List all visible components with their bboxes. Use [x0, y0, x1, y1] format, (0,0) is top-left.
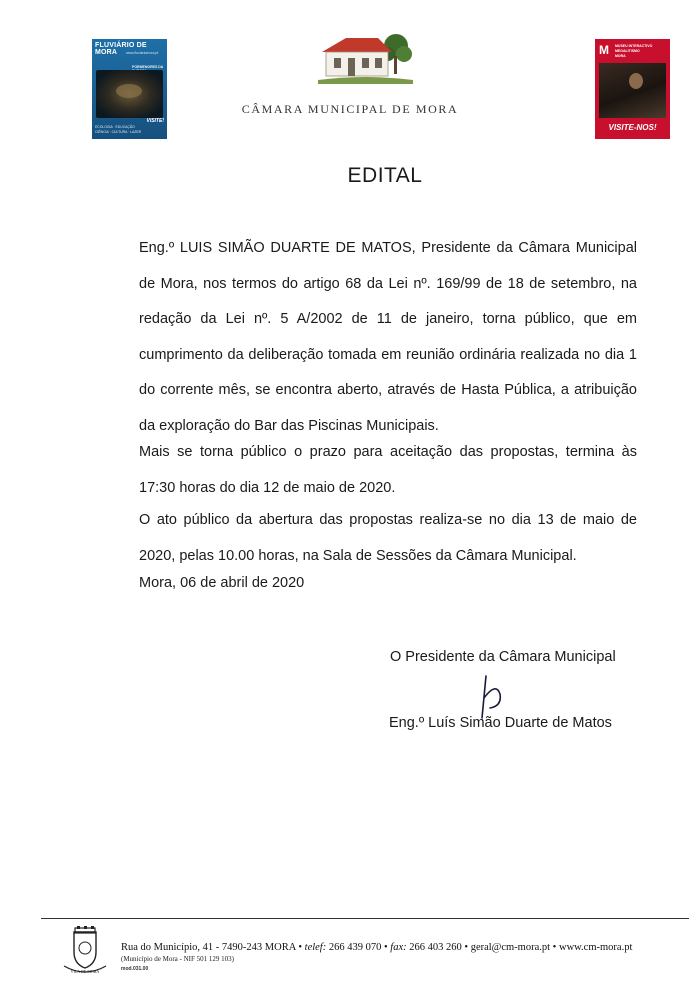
- footer-contact-line: [121, 942, 632, 953]
- footer-phone: 266 439 070: [328, 942, 382, 953]
- fluviario-ad-keywords: ECOLOGIA · EDUCAÇÃO CIÊNCIA · CULTURA · LAZER: [95, 125, 142, 134]
- fish-photo: [96, 70, 163, 118]
- footer-fax-label: fax:: [390, 942, 407, 953]
- body-paragraph-1: Eng.º LUIS SIMÃO DUARTE DE MATOS, Presidente da Câmara Municipal de Mora, nos termos do artigo 68 da Lei nº. 169/99 de 18 de setembro, na redação da Lei nº. 5 A/2002 de 11 de janeiro, torna público, que em cumprimento da deliberação tomada em reunião ordinária realizada no dia 1 do corrente mês, se encontra aberto, através de Hasta Pública, a atribuição da exploração do Bar das Piscinas Municipais.: [139, 240, 637, 434]
- fluviario-ad-title: FLUVIÁRIO DE MORA: [95, 42, 147, 56]
- museum-ad-visit: VISITE-NOS!: [608, 123, 657, 132]
- footer-email[interactable]: geral@cm-mora.pt: [470, 942, 551, 953]
- footer-entity-line: (Município de Mora - NIF 501 129 103): [121, 955, 234, 963]
- footer-website[interactable]: www.cm-mora.pt: [558, 942, 633, 953]
- fluviario-ad-subtitle: PORMENORES DA: [132, 65, 164, 69]
- fluviario-ad-banner: [92, 39, 167, 139]
- museum-photo: [599, 63, 666, 118]
- place-and-date: Mora, 06 de abril de 2020: [139, 575, 305, 591]
- bullet-icon: •: [464, 942, 471, 953]
- svg-text:VILA DE MORA: VILA DE MORA: [70, 969, 100, 974]
- municipal-crest-icon: [60, 926, 110, 976]
- body-paragraph-3: O ato público da abertura das propostas realiza-se no dia 13 de maio de 2020, pelas 10.00 horas, na Sala de Sessões da Câmara Municipal.: [139, 512, 637, 564]
- bullet-icon: •: [298, 942, 305, 953]
- town-hall-logo-icon: [318, 30, 413, 90]
- form-code: mod.031.00: [121, 966, 149, 972]
- signer-title: O Presidente da Câmara Municipal: [390, 649, 616, 665]
- organization-name: CÂMARA MUNICIPAL DE MORA: [241, 102, 459, 116]
- footer-phone-label: telef:: [304, 942, 327, 953]
- bullet-icon: •: [552, 942, 559, 953]
- footer-fax: 266 403 260: [409, 942, 462, 953]
- fluviario-ad-visit: VISITE!: [146, 118, 164, 124]
- footer-address: Rua do Município, 41 - 7490-243 MORA: [121, 942, 296, 953]
- document-title: EDITAL: [347, 164, 423, 187]
- museum-ad-banner: [595, 39, 670, 139]
- footer-divider: [41, 918, 689, 919]
- museum-ad-subtitle: MUSEU INTERACTIVO MEGALITISMO MORA: [615, 44, 653, 58]
- museum-logo-mark: M: [599, 43, 609, 57]
- fluviario-ad-url: www.fluviariomora.pt: [126, 51, 159, 55]
- body-paragraph-2: Mais se torna público o prazo para aceitação das propostas, termina às 17:30 horas do dia 12 de maio de 2020.: [139, 444, 637, 496]
- signer-name: Eng.º Luís Simão Duarte de Matos: [389, 715, 612, 731]
- bullet-icon: •: [383, 942, 391, 953]
